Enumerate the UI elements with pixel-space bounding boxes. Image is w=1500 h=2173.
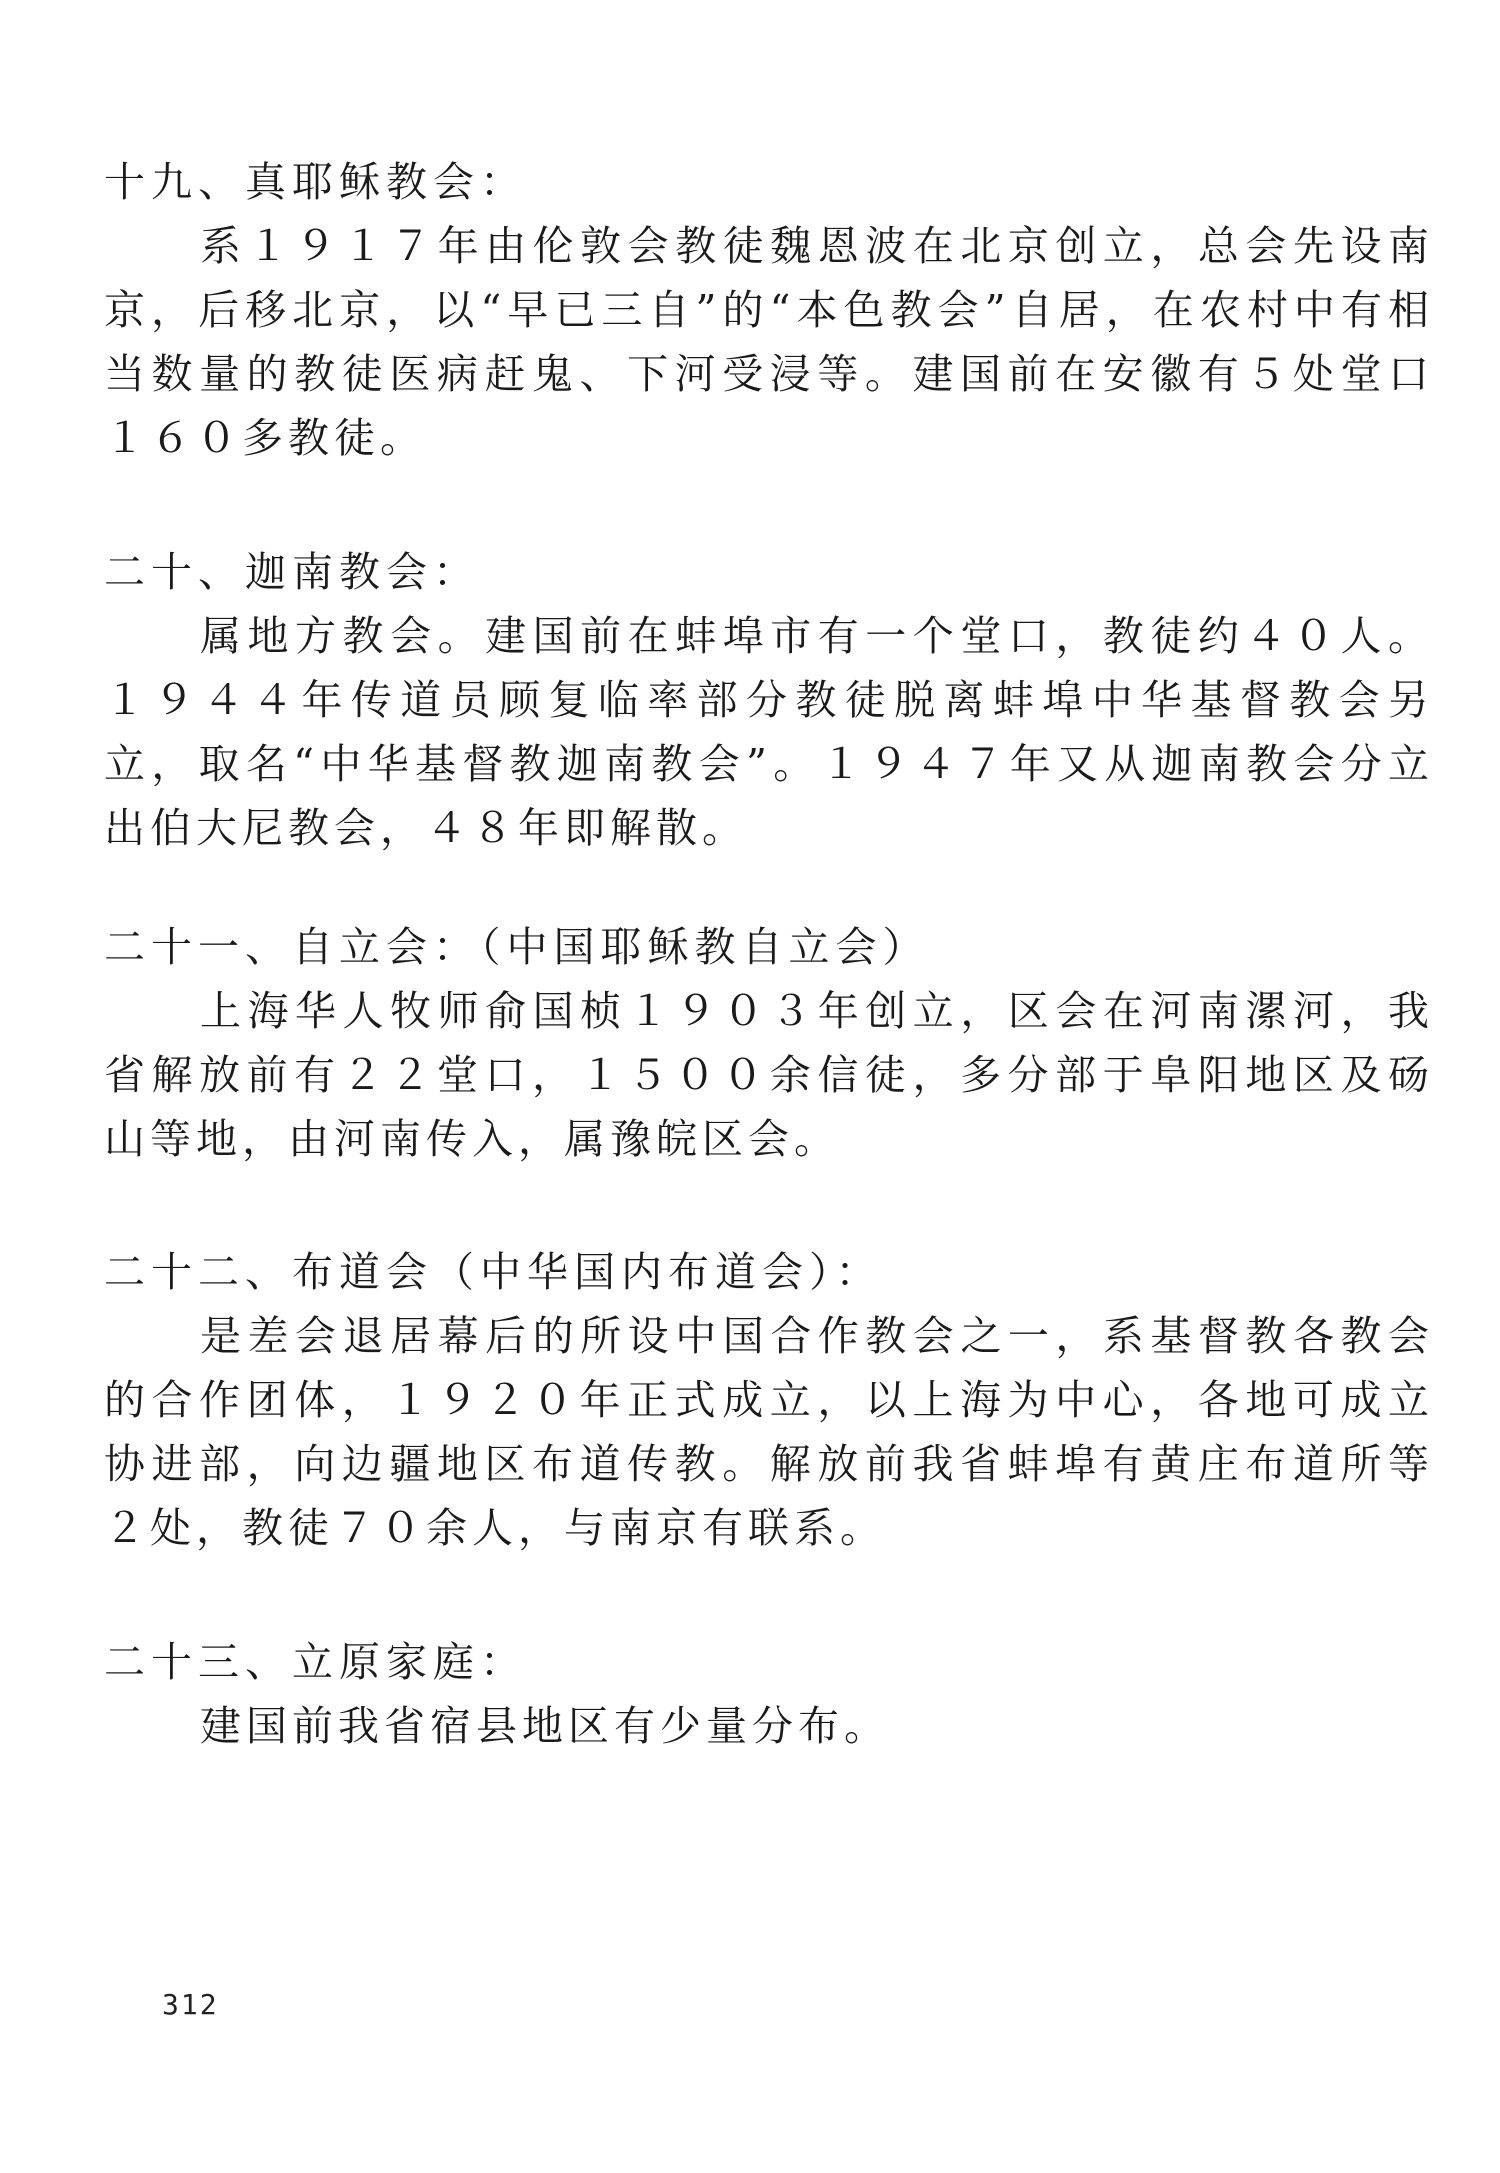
section-heading: 十九、真耶稣教会： (104, 158, 527, 206)
section-true-jesus-church (104, 150, 1434, 470)
section-mission-society (104, 1240, 1434, 1560)
page-number: 312 (162, 1988, 219, 2021)
section-heading: 二十二、布道会（中华国内布道会）： (104, 1248, 883, 1296)
section-body: 属地方教会。建国前在蚌埠市有一个堂口，教徒约４０人。１９４４年传道员顾复临率部分教徒脱离蚌埠中华基督教会另立，取名“中华基督教迦南教会”。１９４７年又从迦南教会分立出伯大尼教会，４８年即解散。 (104, 612, 1434, 852)
section-body: 是差会退居幕后的所设中国合作教会之一，系基督教各教会的合作团体，１９２０年正式成立，以上海为中心，各地可成立协进部，向边疆地区布道传教。解放前我省蚌埠有黄庄布道所等２处，教徒７０余人，与南京有联系。 (104, 1312, 1434, 1552)
section-heading: 二十、迦南教会： (104, 548, 480, 596)
section-heading: 二十一、自立会：（中国耶稣教自立会） (104, 923, 930, 971)
section-heading: 二十三、立原家庭： (104, 1638, 527, 1686)
section-body: 上海华人牧师俞国桢１９０３年创立，区会在河南漯河，我省解放前有２２堂口，１５００余信徒，多分部于阜阳地区及砀山等地，由河南传入，属豫皖区会。 (104, 987, 1434, 1163)
section-body: 建国前我省宿县地区有少量分布。 (200, 1702, 890, 1750)
section-liyuan-family (104, 1630, 1434, 1758)
section-canaan-church (104, 540, 1434, 860)
section-body: 系１９１７年由伦敦会教徒魏恩波在北京创立，总会先设南京，后移北京，以“早已三自”的“本色教会”自居，在农村中有相当数量的教徒医病赶鬼、下河受浸等。建国前在安徽有５处堂口１６０多教徒。 (104, 222, 1434, 462)
section-self-reliant-church (104, 915, 1434, 1171)
